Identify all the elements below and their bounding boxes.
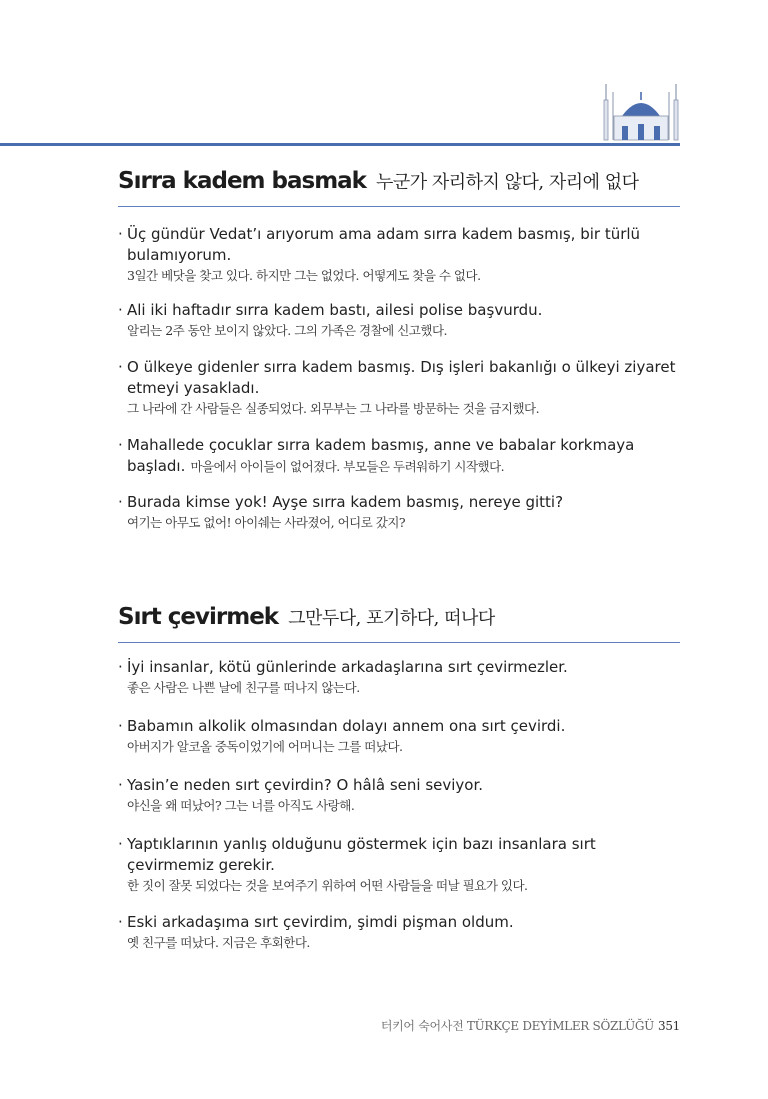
turkish-sentence: İyi insanlar, kötü günlerinde arkadaşlarına sırt çevirmezler. xyxy=(127,658,568,676)
example-item xyxy=(118,716,680,756)
idiom-header xyxy=(118,604,680,643)
turkish-sentence: Üç gündür Vedat’ı arıyorum ama adam sırra kadem basmış, bir türlü bulamıyorum. xyxy=(127,225,641,264)
korean-translation: 그 나라에 간 사람들은 실종되었다. 외무부는 그 나라를 방문하는 것을 금지했다. xyxy=(127,401,540,416)
example-item xyxy=(118,834,680,895)
example-list xyxy=(118,224,680,532)
idiom-sirra-kadem-basmak xyxy=(118,168,680,532)
example-item xyxy=(118,657,680,697)
example-list xyxy=(118,657,680,952)
turkish-sentence: Yasin’e neden sırt çevirdin? O hâlâ seni seviyor. xyxy=(127,776,484,794)
korean-translation: 옛 친구를 떠났다. 지금은 후회한다. xyxy=(127,935,310,950)
page-number: 351 xyxy=(657,1019,680,1033)
example-item xyxy=(118,492,680,532)
idiom-title: Sırra kadem basmak xyxy=(118,168,366,194)
example-item xyxy=(118,224,680,285)
turkish-sentence: Burada kimse yok! Ayşe sırra kadem basmış, nereye gitti? xyxy=(127,493,564,511)
header-rule xyxy=(0,143,680,146)
turkish-sentence: Mahallede çocuklar sırra kadem basmış, anne ve babalar korkmaya başladı. xyxy=(127,436,635,475)
korean-translation: 한 짓이 잘못 되었다는 것을 보여주기 위하여 어떤 사람들을 떠날 필요가 있다. xyxy=(127,878,528,893)
example-item xyxy=(118,435,680,477)
idiom-header xyxy=(118,168,680,207)
idiom-title: Sırt çevirmek xyxy=(118,604,279,630)
turkish-sentence: Babamın alkolik olmasından dolayı annem ona sırt çevirdi. xyxy=(127,717,566,735)
turkish-sentence: O ülkeye gidenler sırra kadem basmış. Dış işleri bakanlığı o ülkeyi ziyaret etmeyi yasakladı. xyxy=(127,358,676,397)
turkish-sentence: Ali iki haftadır sırra kadem bastı, ailesi polise başvurdu. xyxy=(127,301,543,319)
korean-translation: 마을에서 아이들이 없어졌다. 부모들은 두려워하기 시작했다. xyxy=(190,459,505,474)
book-title: 터키어 숙어사전 TÜRKÇE DEYİMLER SÖZLÜĞÜ xyxy=(380,1019,654,1033)
example-item xyxy=(118,300,680,340)
example-item xyxy=(118,357,680,418)
korean-translation: 좋은 사람은 나쁜 날에 친구를 떠나지 않는다. xyxy=(127,680,360,695)
korean-translation: 알리는 2주 동안 보이지 않았다. 그의 가족은 경찰에 신고했다. xyxy=(127,323,447,338)
korean-translation: 3일간 베닷을 찾고 있다. 하지만 그는 없었다. 어떻게도 찾을 수 없다. xyxy=(127,268,481,283)
korean-translation: 아버지가 알코올 중독이었기에 어머니는 그를 떠났다. xyxy=(127,739,403,754)
example-item xyxy=(118,775,680,815)
korean-translation: 여기는 아무도 없어! 아이쉐는 사라졌어, 어디로 갔지? xyxy=(127,515,406,530)
idiom-meaning: 누군가 자리하지 않다, 자리에 없다 xyxy=(375,172,639,193)
korean-translation: 야신을 왜 떠났어? 그는 너를 아직도 사랑해. xyxy=(127,798,355,813)
turkish-sentence: Eski arkadaşıma sırt çevirdim, şimdi pişman oldum. xyxy=(127,913,514,931)
mosque-icon xyxy=(600,78,682,144)
turkish-sentence: Yaptıklarının yanlış olduğunu göstermek için bazı insanlara sırt çevirmemiz gerekir. xyxy=(127,835,596,874)
example-item xyxy=(118,912,680,952)
idiom-sirt-cevirmek xyxy=(118,604,680,952)
idiom-meaning: 그만두다, 포기하다, 떠나다 xyxy=(288,608,495,629)
page-footer xyxy=(381,1017,680,1034)
